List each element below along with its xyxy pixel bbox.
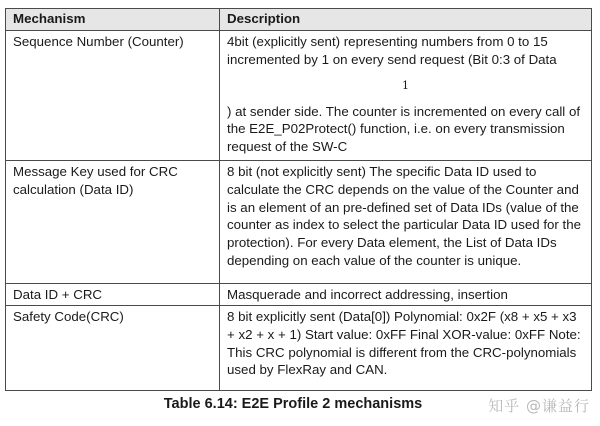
watermark: 知乎 @谦益行 [488, 397, 590, 415]
description-text: 4bit (explicitly sent) representing numbers from 0 to 15 incremented by 1 on every send request (Bit 0:3 of Data [227, 34, 557, 67]
header-description: Description [220, 9, 592, 31]
header-mechanism: Mechanism [6, 9, 220, 31]
description-cell: 8 bit (not explicitly sent) The specific Data ID used to calculate the CRC depends on the value of the Counter and is an element of an pre-defined set of Data IDs (value of the counter as index to select the particular Data ID used for the protection). For every Data element, the List of Data IDs depending on each value of the counter is unique. [220, 161, 592, 284]
table-caption: Table 6.14: E2E Profile 2 mechanisms [163, 396, 423, 412]
mechanisms-table [5, 8, 592, 391]
description-cell: Masquerade and incorrect addressing, insertion [220, 284, 592, 306]
footnote-mark: 1 [402, 78, 409, 92]
mechanism-cell: Message Key used for CRC calculation (Data ID) [6, 161, 220, 284]
table-header-row [6, 9, 592, 31]
mechanism-cell: Safety Code(CRC) [6, 306, 220, 391]
description-cell [220, 31, 592, 161]
table-row [6, 161, 592, 284]
table-row [6, 306, 592, 391]
table-row [6, 31, 592, 161]
mechanism-cell: Sequence Number (Counter) [6, 31, 220, 161]
mechanism-cell: Data ID + CRC [6, 284, 220, 306]
description-text: ) at sender side. The counter is incremented on every call of the E2E_P02Protect() function, i.e. on every transmission request of the SW-C [227, 103, 581, 155]
table-row [6, 284, 592, 306]
description-cell: 8 bit explicitly sent (Data[0]) Polynomial: 0x2F (x8 + x5 + x3 + x2 + x + 1) Start value: 0xFF Final XOR-value: 0xFF Note: This CRC polynomial is different from the CRC-polynomials used by FlexRay and CAN. [220, 306, 592, 391]
